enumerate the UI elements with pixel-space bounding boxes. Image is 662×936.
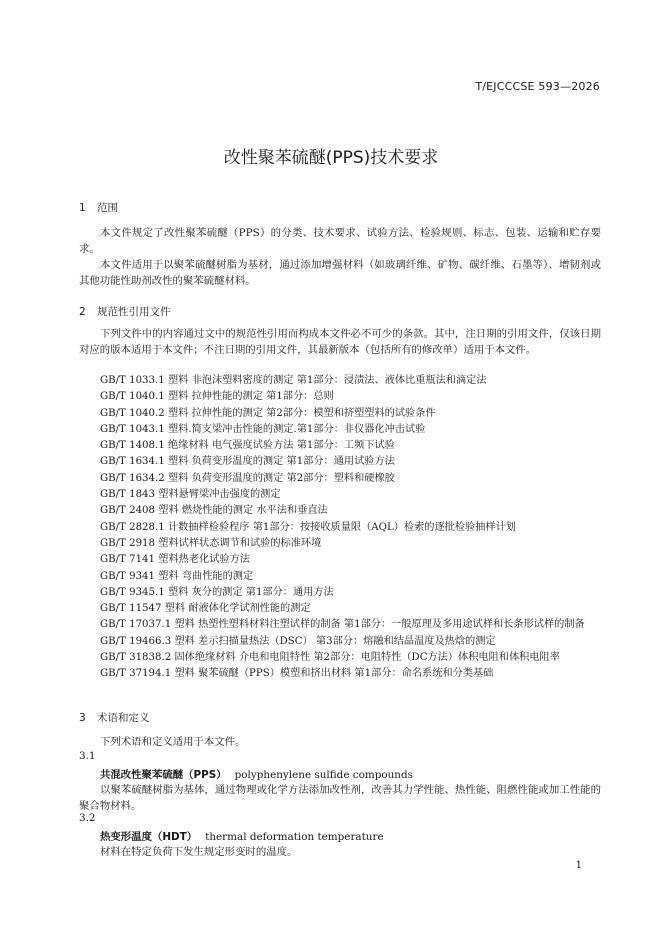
reference-item: GB/T 1040.2 塑料 拉伸性能的测定 第2部分：模塑和挤塑塑料的试验条件 <box>100 407 436 419</box>
reference-item: GB/T 7141 塑料热老化试验方法 <box>100 554 250 566</box>
reference-item: GB/T 31838.2 固体绝缘材料 介电和电阻特性 第2部分：电阻特性（DC方法）体积电阻和体积电阻率 <box>100 652 560 664</box>
section-3-heading <box>79 710 150 725</box>
document-title: 改性聚苯硫醚(PPS)技术要求 <box>223 148 439 168</box>
reference-item: GB/T 1043.1 塑料.简支梁冲击性能的测定.第1部分：非仪器化冲击试验 <box>100 423 426 435</box>
normative-reference-list <box>79 373 601 683</box>
reference-item: GB/T 1843 塑料悬臂梁冲击强度的测定 <box>100 489 281 501</box>
section-3-number: 3 <box>79 712 86 724</box>
page-number: 1 <box>575 860 582 871</box>
reference-item: GB/T 37194.1 塑料 聚苯硫醚（PPS）模塑和挤出材料 第1部分：命名系统和分类基础 <box>100 668 494 680</box>
section-1-heading <box>79 200 118 215</box>
term-3-2-number: 3.2 <box>79 812 96 824</box>
section-3-title: 术语和定义 <box>97 712 150 724</box>
reference-item: GB/T 11547 塑料 耐液体化学试剂性能的测定 <box>100 603 311 615</box>
term-3-1-number: 3.1 <box>79 750 96 762</box>
reference-item: GB/T 1634.2 塑料 负荷变形温度的测定 第2部分：塑料和硬橡胶 <box>100 472 395 484</box>
reference-item: GB/T 17037.1 塑料 热塑性塑料材料注塑试样的制备 第1部分：一般原理及多用途试样和长条形试样的制备 <box>100 619 585 631</box>
reference-item: GB/T 2408 塑料 燃烧性能的测定 水平法和垂直法 <box>100 505 328 517</box>
section-1-number: 1 <box>79 202 86 214</box>
section-2-title: 规范性引用文件 <box>97 306 171 318</box>
term-3-1-title <box>100 766 413 781</box>
term-3-2-title <box>100 828 384 843</box>
reference-item: GB/T 1634.1 塑料 负荷变形温度的测定 第1部分：通用试验方法 <box>100 456 395 468</box>
term-3-2-english: thermal deformation temperature <box>205 831 384 843</box>
reference-item: GB/T 1033.1 塑料 非泡沫塑料密度的测定 第1部分：浸渍法、液体比重瓶法和滴定法 <box>100 375 487 386</box>
section-1-paragraph-2: 本文件适用于以聚苯硫醚树脂为基材，通过添加增强材料（如玻璃纤维、矿物、碳纤维、石墨等）、增韧剂或其他功能性助剂改性的聚苯硫醚材料。 <box>79 259 601 288</box>
term-3-1-english: polyphenylene sulfide compounds <box>234 769 413 781</box>
term-3-1-chinese: 共混改性聚苯硫醚（PPS） <box>100 769 227 781</box>
term-3-2-chinese: 热变形温度（HDT） <box>100 831 198 843</box>
reference-item: GB/T 2828.1 计数抽样检验程序 第1部分：按接收质量限（AQL）检索的逐批检验抽样计划 <box>100 521 516 533</box>
section-2-number: 2 <box>79 306 86 318</box>
reference-item: GB/T 19466.3 塑料 差示扫描量热法（DSC） 第3部分：熔融和结晶温度及热焓的测定 <box>100 635 496 647</box>
section-1-title: 范围 <box>97 202 118 214</box>
reference-item: GB/T 2918 塑料试样状态调节和试验的标准环境 <box>100 537 322 549</box>
reference-item: GB/T 9341 塑料 弯曲性能的测定 <box>100 570 254 582</box>
reference-item: GB/T 1408.1 绝缘材料 电气强度试验方法 第1部分：工频下试验 <box>100 440 395 452</box>
reference-item: GB/T 9345.1 塑料 灰分的测定 第1部分：通用方法 <box>100 586 334 598</box>
section-2-intro: 下列文件中的内容通过文中的规范性引用而构成本文件必不可少的条款。其中，注日期的引用文件，仅该日期对应的版本适用于本文件；不注日期的引用文件，其最新版本（包括所有的修改单）适用于本文件。 <box>79 328 601 357</box>
document-code: T/EJCCCSE 593—2026 <box>475 80 600 93</box>
section-1-paragraph-1: 本文件规定了改性聚苯硫醚（PPS）的分类、技术要求、试验方法、检验规则、标志、包装、运输和贮存要求。 <box>79 227 601 256</box>
section-2-heading <box>79 304 171 319</box>
reference-item: GB/T 1040.1 塑料 拉伸性能的测定 第1部分：总则 <box>100 391 334 403</box>
term-3-2-definition: 材料在特定负荷下发生规定形变时的温度。 <box>100 846 298 858</box>
term-3-1-definition: 以聚苯硫醚树脂为基体，通过物理或化学方法添加改性剂，改善其力学性能、热性能、阻燃性能或加工性能的聚合物材料。 <box>79 784 601 813</box>
section-3-intro: 下列术语和定义适用于本文件。 <box>100 736 246 748</box>
